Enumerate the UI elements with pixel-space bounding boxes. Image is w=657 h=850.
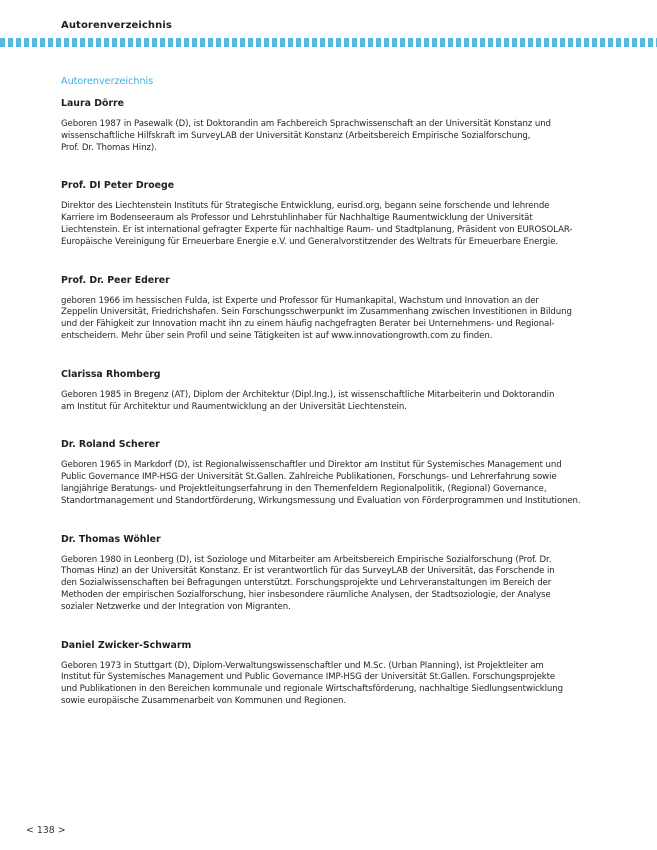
author-name: Dr. Roland Scherer [61, 439, 160, 451]
author-entry [61, 369, 621, 414]
author-name: Prof. Dr. Peer Ederer [61, 274, 170, 286]
author-entry [61, 180, 621, 248]
page-content [61, 76, 621, 708]
author-name: Dr. Thomas Wöhler [61, 533, 161, 545]
author-entry [61, 640, 621, 708]
author-bio: Geboren 1987 in Pasewalk (D), ist Doktorandin am Fachbereich Sprachwissenschaft an der Universität Konstanz und wissenschaftliche Hilfskraft im SurveyLAB der Universität Konstanz (Arbeitsbereich Empirische Sozialforschung, Prof. Dr. Thomas Hinz). [61, 119, 551, 153]
author-bio: geboren 1966 im hessischen Fulda, ist Experte und Professor für Humankapital, Wachstum und Innovation an der Zeppelin Universität, Friedrichshafen. Sein Forschungsschwerpunkt im Zusammenhang zwischen Investitionen in Bildung und der Fähigkeit zur Innovation macht ihn zu einem häufig nachgefragten Berater bei Unternehmens- und Regional- entscheidern. Mehr über sein Profil und seine Tätigkeiten ist auf www.innovationgrowth.com zu finden. [61, 295, 572, 341]
author-entry [61, 98, 621, 154]
author-entry [61, 275, 621, 343]
author-name: Laura Dörre [61, 98, 125, 109]
page-number: < 138 > [26, 825, 66, 836]
author-name: Clarissa Rhomberg [61, 368, 161, 380]
running-header: Autorenverzeichnis [61, 20, 172, 31]
dotted-divider [0, 38, 657, 47]
author-bio: Geboren 1985 in Bregenz (AT), Diplom der Architektur (Dipl.Ing.), ist wissenschaftliche Mitarbeiterin und Doktorandin am Institut für Architektur und Raumentwicklung an der Universität Liechtenstein. [61, 389, 555, 412]
section-title: Autorenverzeichnis [61, 76, 154, 87]
author-entry [61, 439, 621, 507]
author-name: Prof. DI Peter Droege [61, 180, 175, 192]
author-bio: Geboren 1965 in Markdorf (D), ist Regionalwissenschaftler und Direktor am Institut für Systemisches Management und Public Governance IMP-HSG der Universität St.Gallen. Zahlreiche Publikationen, Forschungs- und Lehrerfahrung sowie langjährige Beratungs- und Projektleitungserfahrung in den Themenfeldern Regionalpolitik, (Regional) Governance, Standortmanagement und Standortförderung, Wirkungsmessung und Evaluation von Förderprogrammen und Institutionen. [61, 460, 581, 506]
author-bio: Geboren 1980 in Leonberg (D), ist Soziologe und Mitarbeiter am Arbeitsbereich Empirische Sozialforschung (Prof. Dr. Thomas Hinz) an der Universität Konstanz. Er ist verantwortlich für das SurveyLAB der Universität, das Forschende in den Sozialwissenschaften bei Befragungen unterstützt. Forschungsprojekte und Lehrveranstaltungen im Bereich der Methoden der empirischen Sozialforschung, hier insbesondere räumliche Analysen, der Stadtsoziologie, der Analyse sozialer Netzwerke und der Integration von Migranten. [61, 554, 555, 612]
author-entry [61, 534, 621, 614]
author-bio: Geboren 1973 in Stuttgart (D), Diplom-Verwaltungswissenschaftler und M.Sc. (Urban Planning), ist Projektleiter am Institut für Systemisches Management und Public Governance IMP-HSG der Universität St.Gallen. Forschungsprojekte und Publikationen in den Bereichen kommunale und regionale Wirtschaftsförderung, nachhaltige Siedlungsentwicklung sowie europäische Zusammenarbeit von Kommunen und Regionen. [61, 660, 563, 706]
author-bio: Direktor des Liechtenstein Instituts für Strategische Entwicklung, eurisd.org, begann seine forschende und lehrende Karriere im Bodenseeraum als Professor und Lehrstuhlinhaber für Nachhaltige Raumentwicklung der Universität Liechtenstein. Er ist international gefragter Experte für nachhaltige Raum- und Stadtplanung, Präsident von EUROSOLAR- Europäische Vereinigung für Erneuerbare Energie e.V. und Generalvorstitzender des Weltrats für Erneuerbare Energie. [61, 201, 573, 247]
author-name: Daniel Zwicker-Schwarm [61, 639, 192, 651]
